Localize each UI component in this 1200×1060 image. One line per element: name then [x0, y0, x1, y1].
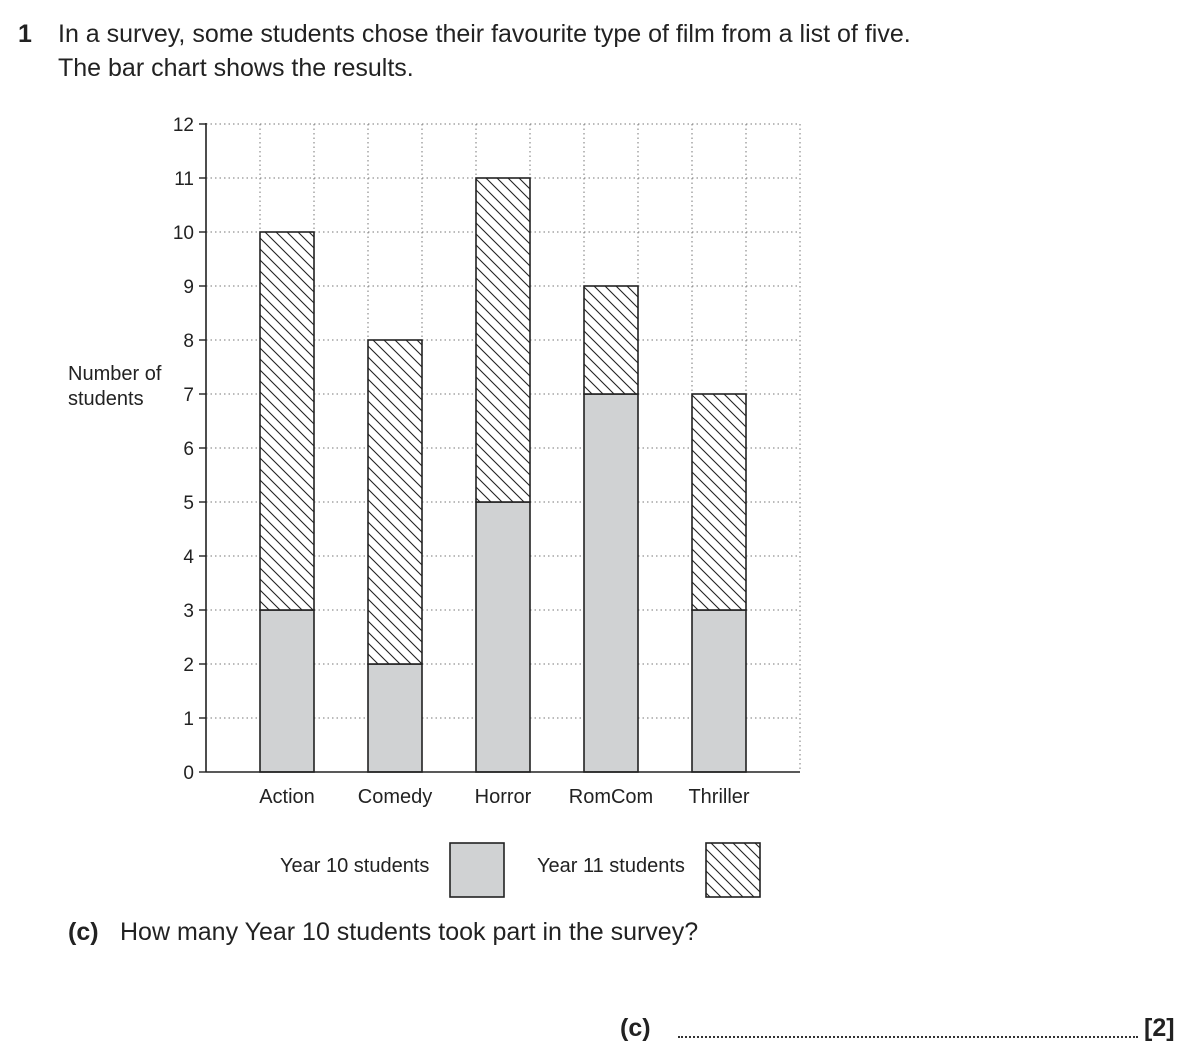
- bar-horror-year11: [476, 178, 530, 502]
- question-number: 1: [18, 20, 32, 48]
- marks-label: [2]: [1144, 1014, 1175, 1042]
- y-tick-label: 8: [183, 331, 194, 352]
- bar-thriller-year10: [692, 610, 746, 772]
- y-tick-label: 9: [183, 277, 194, 298]
- y-axis-label-line2: students: [68, 388, 144, 410]
- legend-year10-swatch: [450, 843, 504, 897]
- bar-action-year11: [260, 232, 314, 610]
- x-tick-label: Thriller: [688, 786, 750, 808]
- bar-romcom-year11: [584, 286, 638, 394]
- legend-year10-label: Year 10 students: [280, 855, 430, 877]
- x-tick-label: RomCom: [568, 786, 654, 808]
- y-tick-label: 12: [172, 115, 194, 136]
- y-axis-label-line1: Number of: [68, 363, 162, 385]
- y-tick-label: 2: [183, 655, 194, 676]
- answer-label: (c): [620, 1014, 651, 1042]
- legend-year11-swatch: [706, 843, 760, 897]
- y-tick-label: 5: [183, 493, 194, 514]
- chart-bars: [260, 178, 746, 772]
- part-c-label: (c): [68, 918, 99, 946]
- question-text-line1: In a survey, some students chose their favourite type of film from a list of five.: [58, 20, 911, 48]
- bar-horror-year10: [476, 502, 530, 772]
- y-tick-label: 7: [183, 385, 194, 406]
- y-tick-label: 4: [183, 547, 194, 568]
- bar-comedy-year11: [368, 340, 422, 664]
- y-tick-label: 0: [183, 763, 194, 784]
- bar-thriller-year11: [692, 394, 746, 610]
- bar-romcom-year10: [584, 394, 638, 772]
- y-tick-label: 10: [172, 223, 194, 244]
- y-tick-label: 1: [183, 709, 194, 730]
- x-tick-label: Comedy: [357, 786, 433, 808]
- y-tick-label: 11: [174, 169, 194, 190]
- y-tick-label: 3: [183, 601, 194, 622]
- legend-year11-label: Year 11 students: [537, 855, 685, 877]
- bar-action-year10: [260, 610, 314, 772]
- part-c-question: How many Year 10 students took part in the survey?: [120, 918, 699, 946]
- x-tick-label: Horror: [474, 786, 532, 808]
- bar-comedy-year10: [368, 664, 422, 772]
- x-tick-label: Action: [259, 786, 315, 808]
- answer-input-line[interactable]: [678, 1036, 1138, 1038]
- question-text-line2: The bar chart shows the results.: [58, 54, 414, 82]
- y-tick-label: 6: [183, 439, 194, 460]
